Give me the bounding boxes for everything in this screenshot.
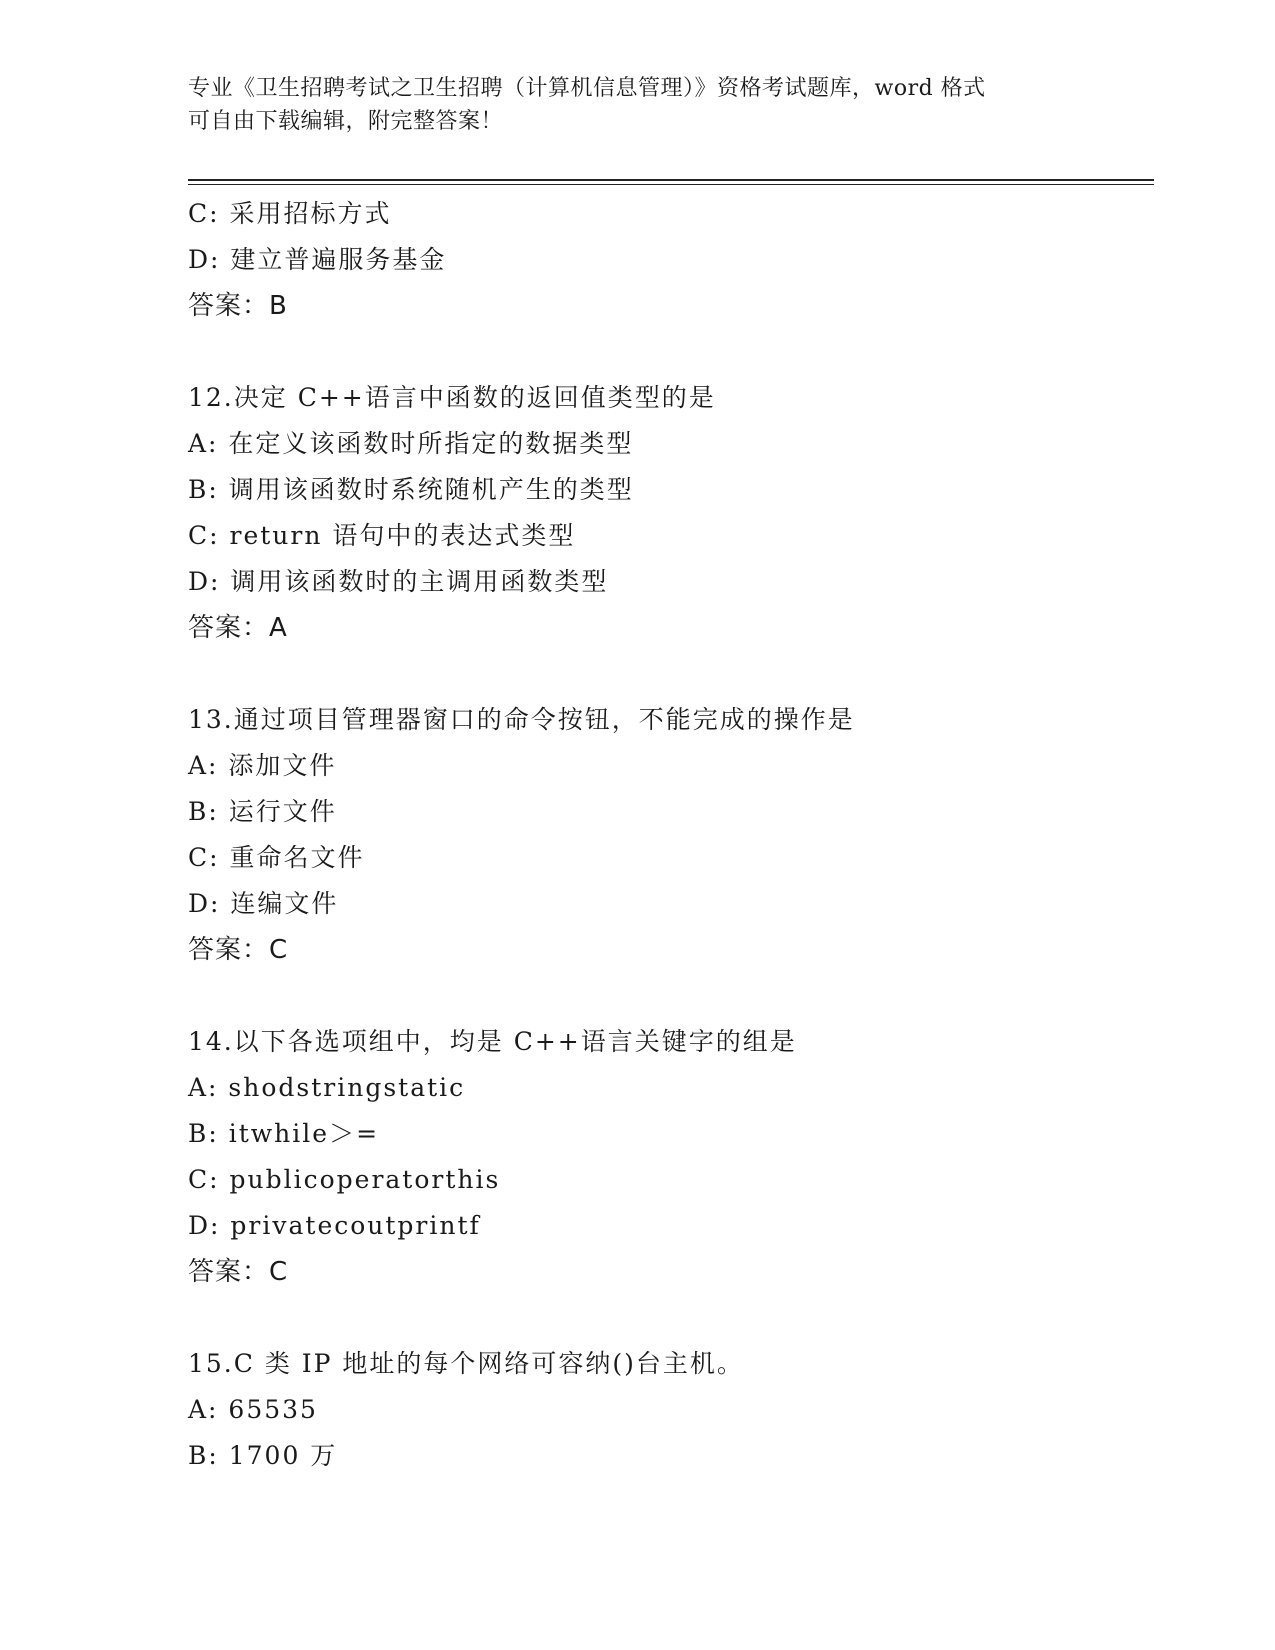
header-divider-thin [188,184,1154,185]
spacer [188,1295,1148,1341]
question-block [188,697,1148,973]
option-d: D: 调用该函数时的主调用函数类型 [188,567,609,596]
option-b: B: itwhile＞= [188,1119,380,1148]
option-a: A: 65535 [188,1395,318,1424]
header-line-1: 专业《卫生招聘考试之卫生招聘（计算机信息管理）》资格考试题库，word 格式 [188,76,986,101]
option-d: D: 建立普遍服务基金 [188,245,447,274]
option-c: C: return 语句中的表达式类型 [188,521,576,550]
option-b: B: 调用该函数时系统随机产生的类型 [188,475,634,504]
question-stem: 14.以下各选项组中，均是 C++语言关键字的组是 [188,1027,797,1056]
document-header [188,72,1088,138]
option-d: D: privatecoutprintf [188,1211,481,1240]
option-a: A: 在定义该函数时所指定的数据类型 [188,429,634,458]
question-stem: 13.通过项目管理器窗口的命令按钮，不能完成的操作是 [188,705,855,734]
option-c: C: 重命名文件 [188,843,365,872]
answer-line: 答案：A [188,613,288,643]
answer-line: 答案：C [188,1257,289,1287]
option-a: A: shodstringstatic [188,1073,466,1102]
question-block [188,375,1148,651]
spacer [188,329,1148,375]
question-stem: 15.C 类 IP 地址的每个网络可容纳()台主机。 [188,1349,744,1378]
header-divider-thick [188,179,1154,181]
spacer [188,973,1148,1019]
option-c: C: publicoperatorthis [188,1165,501,1194]
question-stem: 12.决定 C++语言中函数的返回值类型的是 [188,383,716,412]
option-b: B: 运行文件 [188,797,337,826]
spacer [188,651,1148,697]
question-list [188,191,1148,1479]
question-block [188,1341,1148,1479]
question-block [188,191,1148,329]
question-block [188,1019,1148,1295]
option-b: B: 1700 万 [188,1441,338,1470]
option-a: A: 添加文件 [188,751,337,780]
option-c: C: 采用招标方式 [188,199,392,228]
option-d: D: 连编文件 [188,889,339,918]
answer-line: 答案：B [188,291,288,321]
header-line-2: 可自由下载编辑，附完整答案！ [188,109,504,134]
answer-line: 答案：C [188,935,289,965]
